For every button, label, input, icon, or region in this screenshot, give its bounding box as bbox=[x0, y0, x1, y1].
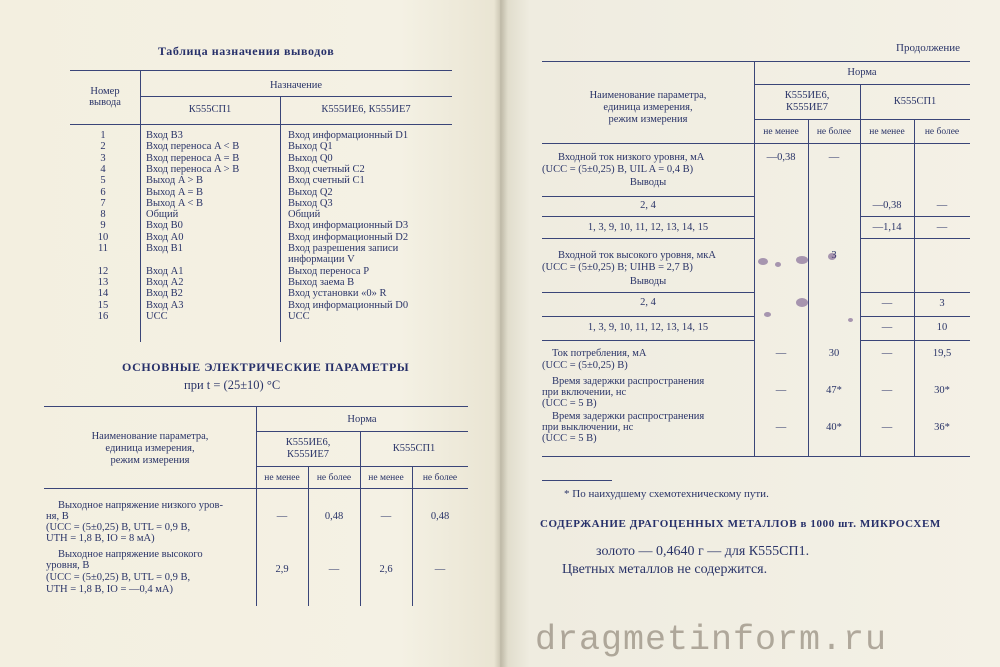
cont-r7-v4: 19,5 bbox=[932, 348, 952, 359]
cont-max-1: не более bbox=[816, 127, 852, 137]
pin-number: 10 bbox=[97, 231, 109, 243]
cont-r5-top-rule-b bbox=[860, 292, 970, 293]
pin-purpose-ie: Вход счетный C1 bbox=[288, 175, 365, 187]
cont-r7-line2: (UCC = (5±0,25) В) bbox=[542, 360, 628, 371]
ink-stain bbox=[828, 253, 836, 260]
cont-col-divider-2 bbox=[808, 119, 809, 456]
right-page bbox=[500, 0, 1000, 667]
pin-purpose-sp1: Вход А0 bbox=[146, 231, 184, 243]
electrical-param-header-1: Наименование параметра, bbox=[91, 431, 209, 442]
pin-purpose-ie: Выход Q3 bbox=[288, 197, 333, 209]
cont-r9-v2: 40* bbox=[826, 422, 842, 433]
electrical-col-divider-1 bbox=[256, 406, 257, 606]
pin-purpose-ie: Вход информационный D3 bbox=[288, 220, 409, 232]
pin-table-top-rule bbox=[70, 70, 452, 71]
cont-r8-line3: (UCC = 5 В) bbox=[542, 398, 597, 409]
pin-purpose-ie: Вход информационный D1 bbox=[288, 130, 409, 141]
pin-purpose-sp1: Вход А3 bbox=[146, 299, 184, 311]
cont-r9-v4: 36* bbox=[934, 422, 950, 433]
pin-table-row bbox=[0, 209, 460, 220]
pin-table-row bbox=[0, 288, 460, 299]
electrical-title: ОСНОВНЫЕ ЭЛЕКТРИЧЕСКИЕ ПАРАМЕТРЫ bbox=[122, 360, 410, 374]
ink-stain bbox=[775, 262, 781, 267]
cont-group-rule bbox=[754, 119, 970, 120]
pin-number: 5 bbox=[100, 175, 106, 187]
cont-r1-line1: Входной ток низкого уровня, мА bbox=[558, 152, 705, 163]
pin-table-row bbox=[0, 277, 460, 288]
pin-col-a-header: К555СП1 bbox=[188, 104, 232, 115]
pin-purpose-ie: Вход установки «0» R bbox=[288, 288, 387, 300]
cont-r9-line1: Время задержки распространения bbox=[552, 411, 705, 422]
ink-stain bbox=[796, 298, 808, 307]
cont-r2-v4: — bbox=[936, 200, 948, 211]
electrical-row2-line4: UTH = 1,8 В, IO = —0,4 мА) bbox=[46, 584, 173, 595]
electrical-norm-header: Норма bbox=[347, 414, 377, 425]
pin-header-bottom-rule bbox=[70, 124, 452, 125]
pin-header-mid-rule bbox=[140, 96, 452, 97]
pin-purpose-ie: Вход информационный D0 bbox=[288, 299, 409, 311]
cont-r4-line1: Входной ток высокого уровня, мкА bbox=[558, 250, 716, 261]
cont-r8-v1: — bbox=[775, 385, 787, 396]
cont-r1-v2: — bbox=[828, 152, 840, 163]
pin-number: 11 bbox=[97, 243, 109, 254]
cont-r3-top-rule bbox=[542, 216, 754, 217]
electrical-col-divider-2 bbox=[308, 466, 309, 606]
pin-table-row bbox=[0, 300, 460, 311]
ink-stain bbox=[796, 256, 808, 264]
electrical-row1-v4: 0,48 bbox=[430, 511, 450, 522]
pin-table-row bbox=[0, 311, 460, 322]
pin-purpose-sp1: UCC bbox=[146, 310, 168, 322]
pin-number: 3 bbox=[100, 152, 106, 164]
cont-r2-label: 2, 4 bbox=[640, 200, 656, 211]
cont-top-rule bbox=[542, 61, 970, 62]
cont-table-bottom-rule bbox=[542, 456, 970, 457]
cont-min-2: не менее bbox=[869, 127, 905, 137]
pin-col-number-header-2: вывода bbox=[89, 97, 121, 108]
cont-header-bottom-rule bbox=[542, 143, 970, 144]
pin-number: 12 bbox=[97, 265, 109, 277]
footnote-rule bbox=[542, 480, 612, 481]
electrical-row1-line3: (UCC = (5±0,25) В, UTL = 0,9 В, bbox=[46, 522, 191, 533]
pin-number: 4 bbox=[100, 163, 106, 175]
electrical-max-1: не более bbox=[316, 473, 352, 483]
electrical-norm-rule bbox=[256, 431, 468, 432]
pin-purpose-ie: информации V bbox=[288, 254, 355, 266]
cont-r5-v3: — bbox=[881, 298, 893, 309]
electrical-row2-line2: уровня, В bbox=[46, 560, 90, 571]
pin-number: 7 bbox=[100, 197, 106, 209]
pin-purpose-ie: UCC bbox=[288, 310, 310, 322]
electrical-row1-v1: — bbox=[276, 511, 288, 522]
pin-table-row bbox=[0, 254, 460, 265]
cont-r8-v3: — bbox=[881, 385, 893, 396]
pin-number: 1 bbox=[100, 130, 106, 141]
pin-number: 15 bbox=[97, 299, 109, 311]
cont-r1-line3: Выводы bbox=[629, 177, 667, 188]
pin-purpose-sp1: Вход А1 bbox=[146, 265, 184, 277]
pin-purpose-sp1: Вход В0 bbox=[146, 220, 183, 232]
pin-number: 2 bbox=[100, 141, 106, 153]
cont-r5-v4: 3 bbox=[939, 298, 945, 309]
watermark: dragmetinform.ru bbox=[535, 620, 888, 660]
cont-r9-line2: при выключении, нс bbox=[542, 422, 634, 433]
electrical-row1-v3: — bbox=[380, 511, 392, 522]
pin-purpose-sp1: Вход В2 bbox=[146, 288, 183, 300]
pin-purpose-sp1: Выход A > B bbox=[146, 175, 204, 187]
pin-number: 9 bbox=[100, 220, 106, 232]
page-fold bbox=[494, 0, 508, 667]
cont-r8-v2: 47* bbox=[826, 385, 842, 396]
electrical-row2-v3: 2,6 bbox=[379, 564, 393, 575]
pin-table-row bbox=[0, 232, 460, 243]
cont-r8-v4: 30* bbox=[934, 385, 950, 396]
cont-col-divider-4 bbox=[914, 119, 915, 456]
pin-purpose-sp1: Вход В1 bbox=[146, 243, 183, 254]
pin-purpose-ie: Выход переноса P bbox=[288, 265, 370, 277]
electrical-min-2: не менее bbox=[368, 473, 404, 483]
cont-group-a-2: К555ИЕ7 bbox=[786, 102, 828, 113]
cont-r3-top-rule-b bbox=[860, 216, 970, 217]
electrical-row1-line1: Выходное напряжение низкого уров- bbox=[58, 500, 223, 511]
electrical-subtitle: при t = (25±10) °С bbox=[184, 378, 281, 392]
cont-r3-label: 1, 3, 9, 10, 11, 12, 13, 14, 15 bbox=[587, 222, 709, 233]
cont-norm-rule bbox=[754, 84, 970, 85]
electrical-row2-v2: — bbox=[328, 564, 340, 575]
cont-r7-top-rule bbox=[542, 340, 754, 341]
pin-col-b-header: К555ИЕ6, К555ИЕ7 bbox=[321, 104, 411, 115]
cont-r8-line2: при включении, нс bbox=[542, 387, 627, 398]
cont-r4-v2: 3 bbox=[831, 250, 837, 261]
pin-purpose-ie: Вход разрешения записи bbox=[288, 243, 399, 254]
electrical-group-a-1: К555ИЕ6, bbox=[285, 437, 331, 448]
cont-max-2: не более bbox=[924, 127, 960, 137]
pin-number: 6 bbox=[100, 186, 106, 198]
pin-purpose-ie: Общий bbox=[288, 209, 321, 221]
continuation-label: Продолжение bbox=[896, 42, 961, 54]
electrical-row1-v2: 0,48 bbox=[324, 511, 344, 522]
cont-param-header-3: режим измерения bbox=[608, 114, 688, 125]
electrical-group-rule bbox=[256, 466, 468, 467]
cont-r9-v1: — bbox=[775, 422, 787, 433]
pin-table-row bbox=[0, 243, 460, 254]
cont-group-a-1: К555ИЕ6, bbox=[784, 90, 830, 101]
cont-r1-line2: (UCC = (5±0,25) В, UIL A = 0,4 В) bbox=[542, 164, 694, 175]
pin-table-row bbox=[0, 220, 460, 231]
electrical-row1-line4: UTH = 1,8 В, IO = 8 мА) bbox=[46, 533, 155, 544]
pin-purpose-ie: Выход Q1 bbox=[288, 141, 333, 153]
cont-r3-v4: — bbox=[936, 222, 948, 233]
cont-r2-v3: —0,38 bbox=[872, 200, 902, 211]
pin-table-row bbox=[0, 198, 460, 209]
cont-r1-v1: —0,38 bbox=[766, 152, 796, 163]
cont-r4-top-rule bbox=[542, 238, 754, 239]
cont-r9-line3: (UCC = 5 В) bbox=[542, 433, 597, 444]
cont-r9-v3: — bbox=[881, 422, 893, 433]
cont-r6-v4: 10 bbox=[936, 322, 948, 333]
cont-r6-top-rule-b bbox=[860, 316, 970, 317]
cont-r2-top-rule bbox=[542, 196, 754, 197]
cont-r7-v3: — bbox=[881, 348, 893, 359]
cont-r3-v3: —1,14 bbox=[872, 222, 902, 233]
electrical-row2-v1: 2,9 bbox=[275, 564, 289, 575]
pin-table-row bbox=[0, 141, 460, 152]
electrical-row2-line3: (UCC = (5±0,25) В, UTL = 0,9 В, bbox=[46, 572, 191, 583]
metals-line2: Цветных металлов не содержится. bbox=[562, 562, 768, 577]
electrical-col-divider-4 bbox=[412, 466, 413, 606]
cont-r4-top-rule-b bbox=[860, 238, 970, 239]
cont-col-divider-3 bbox=[860, 84, 861, 456]
pin-table-row bbox=[0, 266, 460, 277]
pin-purpose-sp1: Вход А2 bbox=[146, 276, 184, 288]
pin-number: 8 bbox=[100, 209, 106, 221]
electrical-row2-line1: Выходное напряжение высокого bbox=[58, 549, 203, 560]
pin-purpose-sp1: Вход переноса A > B bbox=[146, 163, 240, 175]
cont-r8-line1: Время задержки распространения bbox=[552, 376, 705, 387]
pin-number: 14 bbox=[97, 288, 109, 300]
pin-table-row bbox=[0, 175, 460, 186]
pin-number: 16 bbox=[97, 310, 109, 322]
pin-purpose-ie: Выход Q2 bbox=[288, 186, 333, 198]
electrical-group-b: К555СП1 bbox=[392, 443, 436, 454]
cont-r6-v3: — bbox=[881, 322, 893, 333]
electrical-max-2: не более bbox=[422, 473, 458, 483]
cont-r5-top-rule bbox=[542, 292, 754, 293]
electrical-param-header-2: единица измерения, bbox=[105, 443, 195, 454]
pin-table-title: Таблица назначения выводов bbox=[158, 44, 335, 58]
cont-r4-line2: (UCC = (5±0,25) В; UIHB = 2,7 В) bbox=[542, 262, 693, 273]
footnote: * По наихудшему схемотехническому пути. bbox=[564, 488, 769, 500]
pin-table-body bbox=[0, 130, 460, 340]
electrical-param-header-3: режим измерения bbox=[110, 455, 190, 466]
cont-r6-label: 1, 3, 9, 10, 11, 12, 13, 14, 15 bbox=[587, 322, 709, 333]
ink-stain bbox=[758, 258, 768, 265]
cont-r7-top-rule-b bbox=[860, 340, 970, 341]
cont-group-b: К555СП1 bbox=[893, 96, 937, 107]
cont-r6-top-rule bbox=[542, 316, 754, 317]
cont-param-header-2: единица измерения, bbox=[603, 102, 693, 113]
pin-purpose-ie: Вход счетный C2 bbox=[288, 163, 365, 175]
pin-purpose-ie: Выход заема B bbox=[288, 276, 355, 288]
pin-purpose-sp1: Вход переноса A = B bbox=[146, 152, 240, 164]
pin-purpose-sp1: Выход A = B bbox=[146, 186, 204, 198]
cont-norm-header: Норма bbox=[847, 67, 877, 78]
pin-purpose-sp1: Вход В3 bbox=[146, 130, 183, 141]
cont-min-1: не менее bbox=[763, 127, 799, 137]
ink-stain bbox=[848, 318, 853, 322]
pin-number: 13 bbox=[97, 276, 109, 288]
pin-purpose-sp1: Общий bbox=[146, 209, 179, 221]
pin-col-purpose-header: Назначение bbox=[269, 80, 323, 91]
cont-r4-line3: Выводы bbox=[629, 276, 667, 287]
pin-table-row bbox=[0, 164, 460, 175]
pin-table-row bbox=[0, 153, 460, 164]
pin-purpose-sp1: Вход переноса A < B bbox=[146, 141, 240, 153]
cont-r7-line1: Ток потребления, мА bbox=[552, 348, 647, 359]
cont-r5-label: 2, 4 bbox=[640, 297, 656, 308]
electrical-min-1: не менее bbox=[264, 473, 300, 483]
cont-r7-v1: — bbox=[775, 348, 787, 359]
pin-purpose-sp1: Выход A < B bbox=[146, 197, 204, 209]
electrical-row1-line2: ня, В bbox=[46, 511, 69, 522]
pin-purpose-ie: Вход информационный D2 bbox=[288, 231, 409, 243]
metals-line1: золото — 0,4640 г — для К555СП1. bbox=[596, 544, 810, 559]
pin-col-number-header-1: Номер bbox=[90, 86, 120, 97]
pin-table-row bbox=[0, 187, 460, 198]
electrical-group-a-2: К555ИЕ7 bbox=[287, 449, 329, 460]
cont-r7-v2: 30 bbox=[828, 348, 840, 359]
electrical-row2-v4: — bbox=[434, 564, 446, 575]
metals-title: СОДЕРЖАНИЕ ДРАГОЦЕННЫХ МЕТАЛЛОВ в 1000 шт. МИКРОСХЕМ bbox=[540, 518, 941, 530]
pin-table-row bbox=[0, 130, 460, 141]
ink-stain bbox=[764, 312, 771, 317]
cont-param-header-1: Наименование параметра, bbox=[589, 90, 707, 101]
pin-purpose-ie: Выход Q0 bbox=[288, 152, 333, 164]
